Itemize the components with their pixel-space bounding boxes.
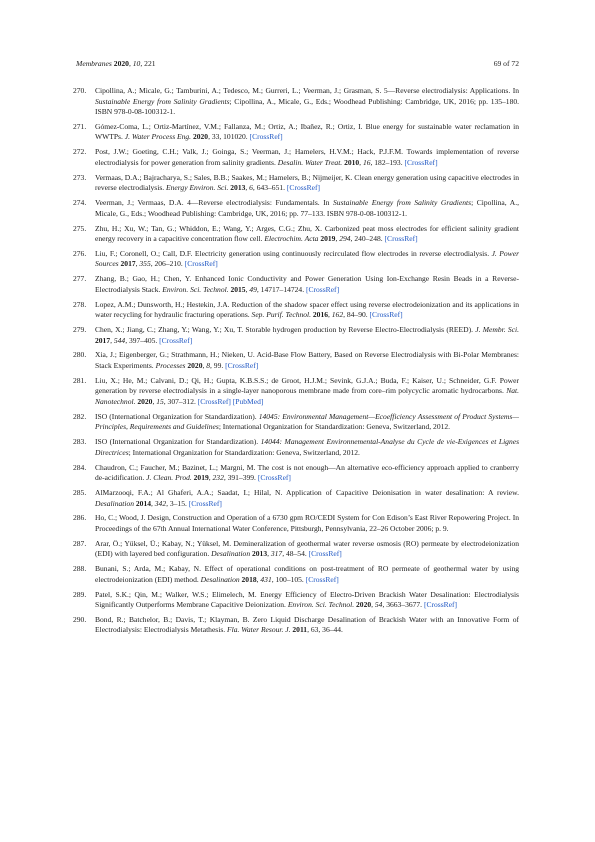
- crossref-link[interactable]: [CrossRef]: [188, 498, 222, 508]
- reference-text: Liu, X.; He, M.; Calvani, D.; Qi, H.; Gupta, K.B.S.S.; de Groot, H.J.M.; Sevink, G.J.A.; Buda, F.; Kaiser, U.; Schneider, G.F. Power generation by reverse electrodialysis in a single-layer nanoporous membrane made from core–rim polycyclic aromatic hydrocarbons.: [95, 375, 519, 396]
- reference-italic-text: Desalin. Water Treat.: [277, 157, 343, 167]
- reference-italic-text: Desalination: [200, 574, 240, 584]
- journal-year: 2020: [113, 59, 129, 68]
- article-number: 221: [144, 59, 156, 68]
- page-number: 69 of 72: [493, 59, 519, 68]
- reference-number: 283.: [73, 437, 87, 447]
- reference-italic-text: 14044: Management Environnemental-Analyse du Cycle de vie-Exigences et Lignes Directrices: [95, 437, 520, 457]
- reference-number: 280.: [73, 350, 87, 360]
- reference-number: 272.: [73, 147, 87, 157]
- reference-text: , 48–54.: [282, 549, 309, 559]
- reference-number: 279.: [73, 325, 87, 335]
- reference-text: Vermaas, D.A.; Bajracharya, S.; Sales, B.B.; Saakes, M.; Hamelers, B.; Nijmeijer, K. Clean energy generation using capacitive electrodes in reverse electrodialysis.: [95, 172, 519, 193]
- journal-volume: 10: [132, 59, 141, 68]
- reference-text: Zhang, B.; Gao, H.; Chen, Y. Enhanced Ionic Conductivity and Power Generation Using Ion-Exchange Resin Beads in a Reverse-Electrodialysis Stack.: [95, 274, 519, 294]
- reference-item: [73, 325, 519, 346]
- reference-text: ,: [135, 259, 140, 269]
- reference-text: , 307–312.: [163, 396, 198, 406]
- reference-text: Bond, R.; Batchelor, B.; Davis, T.; Klayman, B. Zero Liquid Discharge Desalination of Brackish Water with an Innovative Form of Electrodialysis: Electrodialysis Metathesis.: [95, 614, 519, 635]
- reference-year: 2020: [356, 600, 372, 610]
- reference-italic-text: Desalination: [95, 498, 134, 508]
- reference-text: , 643–651.: [252, 183, 287, 193]
- reference-year: 2013: [252, 549, 268, 559]
- reference-text: ; International Organization for Standardization: Geneva, Switzerland, 2012.: [218, 422, 451, 432]
- reference-year: 2017: [95, 335, 111, 345]
- reference-italic-text: Processes: [155, 361, 186, 370]
- journal-citation: Membranes 2020, 10, 221: [76, 59, 156, 68]
- reference-text: , 182–193.: [370, 157, 405, 167]
- reference-item: [73, 172, 519, 194]
- crossref-link[interactable]: [CrossRef]: [249, 132, 283, 142]
- reference-italic-text: J. Water Process Eng.: [124, 132, 192, 142]
- reference-italic-text: Environ. Sci. Technol.: [162, 284, 229, 294]
- reference-number: 274.: [73, 198, 87, 208]
- reference-item: [73, 274, 519, 295]
- reference-text: ,: [371, 600, 375, 610]
- reference-text: ,: [245, 284, 250, 294]
- reference-year: 2011: [292, 625, 308, 635]
- reference-text: Gómez-Coma, L.; Ortiz-Martínez, V.M.; Fallanza, M.; Ortiz, A.; Ibañez, R.; Ortiz, I. Blue energy for sustainable water reclamation in WWTPs.: [95, 121, 519, 142]
- reference-italic-text: Sep. Purif. Technol.: [251, 310, 312, 320]
- reference-italic-text: Desalination: [211, 549, 251, 559]
- reference-number: 271.: [73, 121, 87, 131]
- running-header: [76, 59, 519, 71]
- reference-number: 277.: [73, 274, 87, 284]
- reference-number: 290.: [73, 614, 87, 624]
- reference-year: 2019: [193, 473, 209, 483]
- reference-number: 286.: [73, 513, 87, 523]
- reference-italic-text: 49: [249, 284, 257, 294]
- reference-text: , 240–248.: [350, 234, 385, 244]
- reference-text: , 84–90.: [343, 310, 370, 320]
- crossref-link[interactable]: [CrossRef]: [184, 259, 218, 269]
- reference-italic-text: 342: [154, 498, 167, 508]
- reference-text: ISO (International Organization for Standardization).: [95, 411, 259, 421]
- reference-italic-text: 14045: Environmental Management—Ecoefficiency Assessment of Product Systems—Principles, Requirements and Guidelines: [95, 411, 519, 432]
- reference-number: 281.: [73, 375, 87, 385]
- reference-italic-text: J. Clean. Prod.: [146, 473, 192, 483]
- reference-italic-text: 6: [249, 183, 253, 193]
- journal-name: Membranes: [76, 59, 112, 68]
- reference-text: , 397–405.: [125, 335, 160, 345]
- reference-text: Xia, J.; Eigenberger, G.; Strathmann, H.; Nieken, U. Acid-Base Flow Battery, Based on Reverse Electrodialysis with Bi-Polar Membranes: Stack Experiments.: [95, 350, 519, 370]
- crossref-link[interactable]: [CrossRef]: [257, 473, 291, 483]
- reference-item: [73, 462, 519, 484]
- reference-italic-text: 544: [113, 335, 126, 345]
- crossref-link[interactable]: [CrossRef]: [423, 600, 458, 610]
- reference-text: ; Cipollina, A., Micale, G., Eds.; Woodhead Publishing: Cambridge, UK, 2016; pp. 135–180. ISBN 978-0-08-100312-1.: [95, 96, 520, 117]
- reference-item: [73, 513, 519, 534]
- reference-year: 2014: [135, 498, 151, 508]
- pubmed-link[interactable]: [PubMed]: [232, 396, 264, 406]
- reference-italic-text: Fla. Water Resour. J.: [227, 625, 291, 635]
- crossref-link[interactable]: [CrossRef]: [159, 335, 193, 345]
- reference-item: [73, 121, 519, 143]
- reference-italic-text: 232: [212, 473, 224, 483]
- reference-text: Liu, F.; Coronell, O.; Call, D.F. Electricity generation using continuously recirculated flow electrodes in reverse electrodialysis.: [95, 248, 492, 258]
- reference-item: [73, 147, 519, 168]
- reference-text: ISO (International Organization for Standardization).: [95, 437, 261, 447]
- reference-italic-text: J. Membr. Sci.: [475, 325, 519, 335]
- reference-italic-text: 355: [139, 259, 151, 269]
- reference-text: Post, J.W.; Goeting, C.H.; Valk, J.; Goinga, S.; Veerman, J.; Hamelers, H.V.M.; Hack, P.J.F.M. Towards implementation of reverse electrodialysis for power generation from salinity gradients.: [95, 147, 519, 167]
- reference-text: Ho, C.; Wood, J. Design, Construction and Operation of a 6730 gpm RO/CEDI System for Con Edison’s East River Repowering Project. In Proceedings of the 67th Annual International Water Conference, Pittsburgh, Pennsylvania, 22–26 October 2006; p. 9.: [95, 513, 519, 533]
- reference-text: ,: [110, 335, 114, 345]
- reference-number: 288.: [73, 564, 87, 574]
- reference-text: ,: [245, 183, 250, 193]
- reference-item: [73, 350, 519, 371]
- reference-italic-text: Sustainable Energy from Salinity Gradients: [95, 96, 230, 106]
- reference-text: , 14717–14724.: [256, 284, 306, 294]
- reference-text: AlMarzooqi, F.A.; Al Ghaferi, A.A.; Saadat, I.; Hilal, N. Application of Capacitive Deionisation in water desalination: A review.: [95, 487, 519, 497]
- reference-item: [73, 564, 519, 585]
- reference-item: [73, 86, 520, 118]
- reference-number: 282.: [73, 411, 87, 421]
- reference-text: , 206–210.: [150, 259, 185, 269]
- reference-text: ,: [150, 498, 155, 508]
- reference-text: , 3–15.: [166, 498, 189, 508]
- reference-item: [73, 299, 519, 321]
- reference-number: 284.: [73, 462, 87, 472]
- reference-text: Chen, X.; Jiang, C.; Zhang, Y.; Wang, Y.; Xu, T. Storable hydrogen production by Reverse Electro-Electrodialysis (REED).: [95, 325, 476, 335]
- reference-text: , 63, 36–44.: [307, 625, 343, 635]
- reference-item: [73, 198, 520, 219]
- reference-text: ,: [256, 574, 261, 584]
- reference-italic-text: Sustainable Energy from Salinity Gradients: [333, 198, 472, 208]
- reference-item: [73, 538, 519, 560]
- reference-text: Bunani, S.; Arda, M.; Kabay, N. Effect of operational conditions on post-treatment of RO permeate of geothermal water by using electrodeionization (EDI) method.: [95, 564, 519, 584]
- crossref-link[interactable]: [CrossRef]: [308, 549, 342, 559]
- reference-italic-text: Electrochim. Acta: [264, 234, 319, 244]
- reference-italic-text: 16: [362, 157, 371, 167]
- reference-text: ; International Organization for Standardization: Geneva, Switzerland, 2012.: [128, 447, 360, 457]
- reference-year: 2017: [120, 259, 136, 269]
- reference-text: ,: [267, 549, 271, 559]
- reference-number: 278.: [73, 299, 87, 309]
- reference-text: , 391–399.: [223, 473, 258, 483]
- crossref-link[interactable]: [CrossRef]: [384, 234, 418, 244]
- reference-year: 2010: [344, 157, 360, 167]
- reference-italic-text: 15: [156, 396, 164, 406]
- reference-item: [73, 614, 519, 636]
- reference-text: ,: [202, 361, 207, 370]
- reference-item: [73, 375, 519, 408]
- reference-italic-text: Energy Environ. Sci.: [166, 183, 229, 193]
- reference-item: [73, 223, 519, 245]
- reference-text: , 33, 101020.: [208, 132, 250, 142]
- reference-number: 270.: [73, 86, 87, 95]
- reference-text: , 3663–3677.: [382, 600, 424, 610]
- reference-text: ,: [208, 473, 213, 483]
- crossref-link[interactable]: [CrossRef]: [305, 574, 339, 584]
- crossref-link[interactable]: [CrossRef]: [197, 396, 231, 406]
- crossref-link[interactable]: [CrossRef]: [305, 284, 340, 294]
- crossref-link[interactable]: [CrossRef]: [369, 310, 403, 320]
- reference-italic-text: J. Power Sources: [95, 248, 520, 269]
- reference-text: Patel, S.K.; Qin, M.; Walker, W.S.; Elimelech, M. Energy Efficiency of Electro-Driven Brackish Water Desalination: Electrodialysis Significantly Outperforms Membrane Capacitive Deionization.: [95, 589, 519, 610]
- reference-text: Lopez, A.M.; Dunsworth, H.; Hestekin, J.A. Reduction of the shadow spacer effect using reverse electrodeionization and its applications in water recycling for hydraulic fracturing operations.: [95, 299, 519, 320]
- reference-text: ,: [359, 157, 363, 167]
- reference-text: ,: [328, 310, 332, 320]
- reference-text: Cipollina, A.; Micale, G.; Tamburini, A.; Tedesco, M.; Gurreri, L.; Veerman, J.; Grasman, S. 5—Reverse electrodialysis: Applications. In: [95, 86, 519, 95]
- reference-year: 2020: [137, 396, 153, 406]
- reference-number: 275.: [73, 223, 87, 233]
- reference-year: 2019: [320, 234, 336, 244]
- reference-item: [73, 248, 520, 270]
- reference-number: 276.: [73, 248, 87, 258]
- reference-italic-text: 162: [331, 310, 344, 320]
- crossref-link[interactable]: [CrossRef]: [225, 361, 259, 370]
- crossref-link[interactable]: [CrossRef]: [404, 157, 438, 167]
- reference-number: 285.: [73, 487, 87, 497]
- reference-text: Zhu, H.; Xu, W.; Tan, G.; Whiddon, E.; Wang, Y.; Arges, C.G.; Zhu, X. Carbonized peat moss electrodes for efficient salinity gradient energy recovery in a capacitive concentration flow cell.: [95, 223, 519, 244]
- reference-year: 2015: [230, 284, 246, 294]
- reference-number: 289.: [73, 589, 87, 599]
- reference-number: 273.: [73, 172, 87, 182]
- reference-item: [73, 589, 519, 611]
- reference-year: 2016: [312, 310, 328, 320]
- reference-text: Arar, Ö.; Yüksel, Ü.; Kabay, N.; Yüksel, M. Demineralization of geothermal water reverse osmosis (RO) permeate by electrodeionization (EDI) with layered bed configuration.: [95, 538, 519, 559]
- reference-number: 287.: [73, 538, 87, 548]
- crossref-link[interactable]: [CrossRef]: [286, 183, 321, 193]
- reference-item: [73, 437, 520, 458]
- reference-list: [73, 86, 520, 640]
- reference-italic-text: 317: [270, 549, 283, 559]
- reference-text: ,: [152, 396, 157, 406]
- reference-text: ,: [335, 234, 340, 244]
- reference-italic-text: 54: [374, 600, 383, 610]
- reference-item: [73, 487, 519, 509]
- reference-item: [73, 411, 519, 433]
- reference-text: , 99.: [210, 361, 226, 370]
- reference-year: 2020: [187, 361, 203, 370]
- reference-italic-text: 431: [260, 574, 272, 584]
- reference-text: Veerman, J.; Vermaas, D.A. 4—Reverse electrodialysis: Fundamentals. In: [95, 198, 334, 208]
- reference-text: ; Cipollina, A., Micale, G., Eds.; Woodhead Publishing: Cambridge, UK, 2016; pp. 77–133. ISBN 978-0-08-100312-1.: [95, 198, 520, 218]
- reference-text: , 100–105.: [271, 574, 306, 584]
- reference-year: 2018: [241, 574, 257, 584]
- reference-year: 2013: [230, 183, 246, 193]
- reference-italic-text: 294: [339, 234, 351, 244]
- reference-italic-text: 8: [206, 361, 211, 370]
- reference-italic-text: Nat. Nanotechnol.: [95, 386, 519, 406]
- reference-text: Chaudron, C.; Faucher, M.; Bazinet, L.; Margni, M. The cost is not enough—An alternative eco-efficiency approach applied to cranberry de-acidification.: [95, 462, 519, 483]
- reference-year: 2020: [192, 132, 209, 142]
- reference-italic-text: Environ. Sci. Technol.: [287, 600, 355, 610]
